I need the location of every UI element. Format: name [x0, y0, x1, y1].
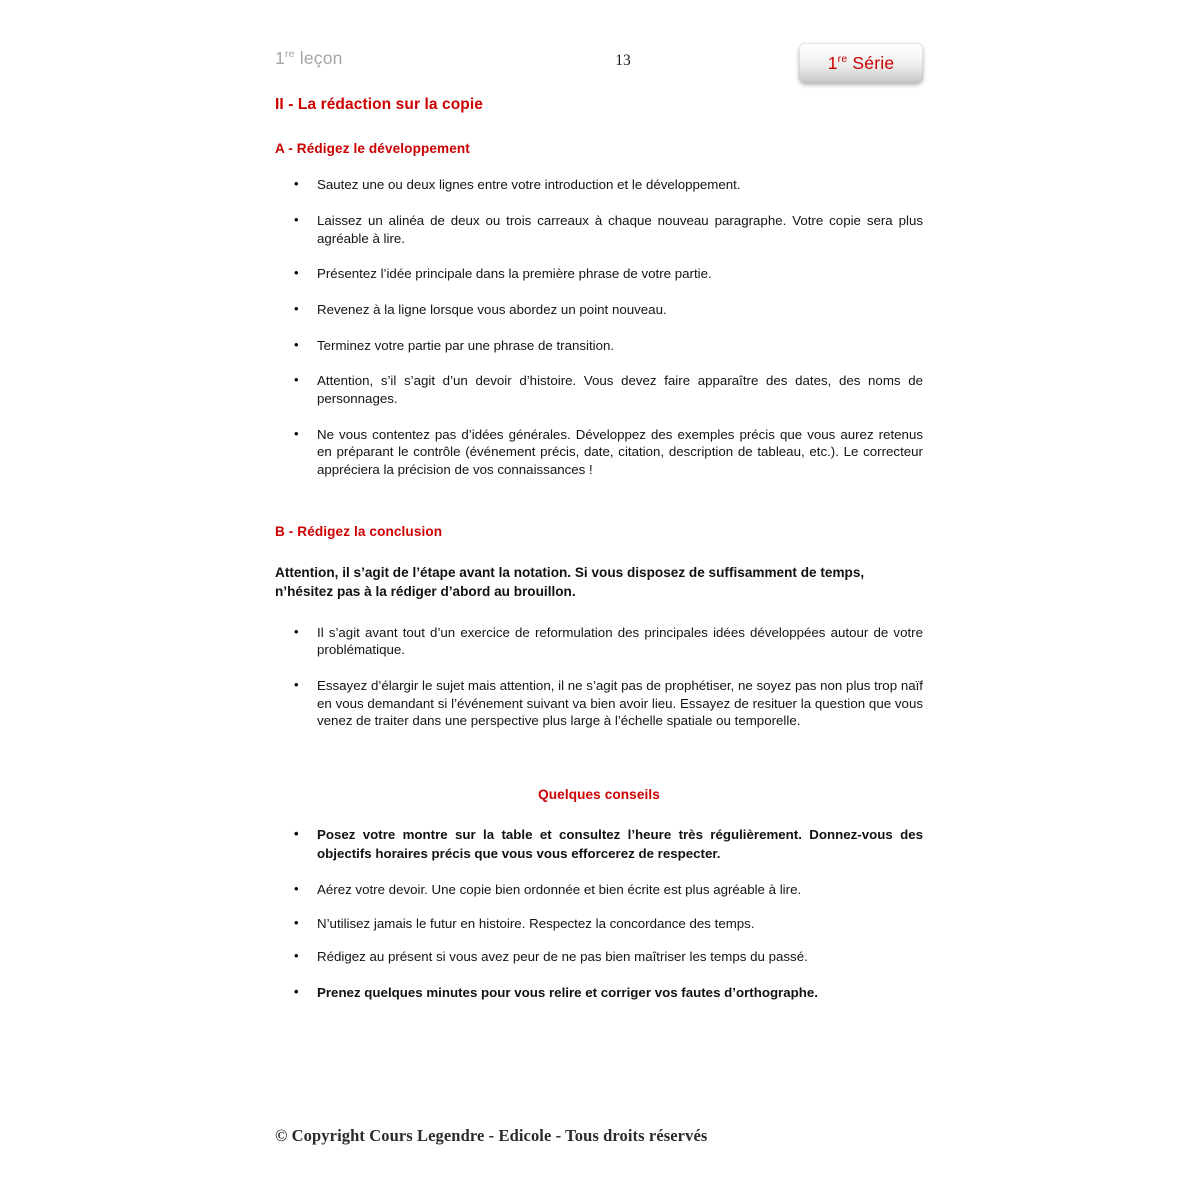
spacer — [275, 863, 923, 881]
spacer — [275, 804, 923, 826]
list-item: • Présentez l’idée principale dans la première phrase de votre partie. — [275, 265, 923, 283]
spacer — [275, 194, 923, 212]
spacer — [275, 730, 923, 786]
subsection-heading-b: B - Rédigez la conclusion — [275, 523, 443, 539]
series-number: 1 — [827, 52, 838, 73]
spacer — [275, 541, 923, 563]
tips-heading: Quelques conseils — [538, 786, 660, 802]
spacer — [275, 354, 923, 372]
series-ordinal-suffix: re — [837, 52, 848, 65]
list-item: • Prenez quelques minutes pour vous relire et corriger vos fautes d’orthographe. — [275, 984, 923, 1002]
list-item: • Attention, s’il s’agit d’un devoir d’histoire. Vous devez faire apparaître des dates, des noms de personnages. — [275, 372, 923, 407]
page-header — [275, 40, 923, 88]
lesson-word: leçon — [294, 48, 343, 68]
list-item: • Essayez d’élargir le sujet mais attention, il ne s’agit pas de prophétiser, ne soyez pas non plus trop naïf en vous demandant si l’événement suivant va bien avoir lieu. Essayez de resituer la question que vous venez de traiter dans une perspective plus large à l’échelle spatiale ou temporelle. — [275, 677, 923, 730]
spacer — [275, 319, 923, 337]
spacer — [275, 408, 923, 426]
spacer — [275, 247, 923, 265]
bullet-list-section-a — [275, 176, 923, 478]
spacer — [275, 659, 923, 677]
bullet-list-tips — [275, 826, 923, 1002]
footer-copyright: © Copyright Cours Legendre - Edicole - Tous droits réservés — [275, 1126, 708, 1145]
list-item: • Ne vous contentez pas d’idées générales. Développez des exemples précis que vous aurez retenus en préparant le contrôle (événement précis, date, citation, description de tableau, etc.). Le correcteur appréciera la précision de vos connaissances ! — [275, 426, 923, 479]
lesson-number: 1 — [275, 48, 285, 68]
document-body — [275, 95, 923, 1002]
page-number: 13 — [615, 52, 631, 69]
spacer — [275, 116, 923, 140]
section-b-lead-paragraph: Attention, il s’agit de l’étape avant la notation. Si vous disposez de suffisamment de temps, n’hésitez pas à la rédiger d’abord au brouillon. — [275, 565, 865, 600]
bullet-list-section-b — [275, 624, 923, 730]
section-heading-ii: II - La rédaction sur la copie — [275, 96, 483, 113]
list-item: • Il s’agit avant tout d’un exercice de reformulation des principales idées développées autour de votre problématique. — [275, 624, 923, 659]
series-word: Série — [847, 52, 895, 73]
spacer — [275, 932, 923, 948]
list-item: • Rédigez au présent si vous avez peur de ne pas bien maîtriser les temps du passé. — [275, 948, 923, 966]
spacer — [275, 602, 923, 624]
list-item: • N’utilisez jamais le futur en histoire. Respectez la concordance des temps. — [275, 915, 923, 933]
list-item: • Aérez votre devoir. Une copie bien ordonnée et bien écrite est plus agréable à lire. — [275, 881, 923, 899]
series-badge — [799, 43, 923, 83]
spacer — [275, 283, 923, 301]
lesson-ordinal-suffix: re — [284, 48, 295, 61]
list-item: • Revenez à la ligne lorsque vous abordez un point nouveau. — [275, 301, 923, 319]
list-item: • Sautez une ou deux lignes entre votre introduction et le développement. — [275, 176, 923, 194]
list-item: • Terminez votre partie par une phrase de transition. — [275, 337, 923, 355]
spacer — [275, 966, 923, 984]
spacer — [275, 899, 923, 915]
series-badge-label — [828, 53, 895, 74]
list-item: • Posez votre montre sur la table et consultez l’heure très régulièrement. Donnez-vous des objectifs horaires précis que vous vous efforcerez de respecter. — [275, 826, 923, 863]
list-item: • Laissez un alinéa de deux ou trois carreaux à chaque nouveau paragraphe. Votre copie sera plus agréable à lire. — [275, 212, 923, 247]
spacer — [275, 479, 923, 523]
spacer — [275, 158, 923, 176]
subsection-heading-a: A - Rédigez le développement — [275, 140, 470, 156]
